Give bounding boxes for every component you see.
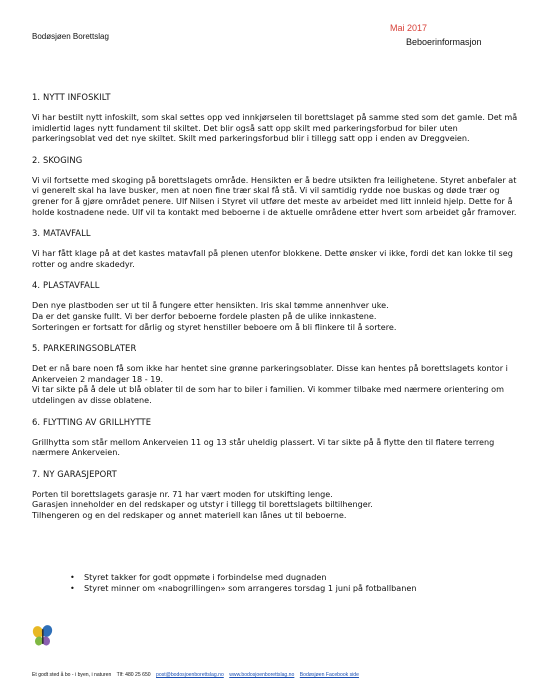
section-plastavfall	[32, 280, 520, 332]
bullet-icon: •	[70, 572, 75, 582]
section-paragraph: Vi har bestilt nytt infoskilt, som skal settes opp ved innkjørselen til borettslaget på samme sted som det gamle. Det må imidlertid lages nytt fundament til skiltet. Det blir også satt opp skilt med parkeringsforbud for biler uten parkeringsoblat ved det nye skiltet. Skilt med parkeringsforbud blir i tillegg satt opp i enden av Dreggveien.	[32, 112, 518, 144]
butterfly-logo-icon	[32, 624, 54, 650]
list-item-text: Styret minner om «nabogrillingen» som arrangeres torsdag 1 juni på fotballbanen	[84, 583, 417, 593]
section-paragraph: Sorteringen er fortsatt for dårlig og styret henstiller beboere om å bli flinkere til å sortere.	[32, 321, 397, 332]
header-organization: Bodøsjøen Borettslag	[32, 32, 109, 41]
section-paragraph: Tilhengeren og en del redskaper og annet materiell kan lånes ut til beboerne.	[32, 509, 347, 520]
section-paragraph: Grillhytta som står mellom Ankerveien 11 og 13 står uheldig plassert. Vi tar sikte på å flytte den til flatere terreng nærmere Ankerveien.	[32, 436, 495, 458]
section-paragraph: Garasjen inneholder en del redskaper og utstyr i tillegg til borettslagets biltilhenger.	[32, 499, 373, 510]
section-title: 7. NY GARASJEPORT	[32, 468, 117, 479]
section-skoging	[32, 155, 520, 217]
list-item	[70, 572, 510, 583]
footer-facebook-link[interactable]: Bodøsjøen Facebook side	[299, 672, 359, 678]
section-infoskilt	[32, 92, 520, 144]
section-title: 2. SKOGING	[32, 154, 83, 165]
document-body	[32, 92, 520, 531]
page-footer	[32, 672, 359, 678]
footer-slogan: Et godt sted å bo - i byen, i naturen	[32, 672, 112, 678]
section-grillhytte	[32, 417, 520, 458]
section-title: 3. MATAVFALL	[32, 228, 91, 239]
section-title: 6. FLYTTING AV GRILLHYTTE	[32, 416, 152, 427]
section-paragraph: Den nye plastboden ser ut til å fungere etter hensikten. Iris skal tømme annenhver uke.	[32, 300, 389, 311]
footer-phone: Tlf: 480 25 650	[116, 672, 151, 678]
footer-email-link[interactable]: post@bodosjoenborettslag.no	[156, 672, 224, 678]
section-paragraph: Vi har fått klage på at det kastes matavfall på plenen utenfor blokkene. Dette ønsker vi ikke, fordi det kan lokke til seg rotter og andre skadedyr.	[32, 248, 513, 269]
section-title: 5. PARKERINGSOBLATER	[32, 343, 137, 354]
header-subtitle: Beboerinformasjon	[406, 37, 482, 47]
section-paragraph: Da er det ganske fullt. Vi ber derfor beboerne fordele plasten på de ulike innkastene.	[32, 310, 377, 321]
section-paragraph: Vi tar sikte på å dele ut blå oblater til de som har to biler i familien. Vi kommer tilbake med nærmere orientering om utdelingen av disse oblatene.	[32, 384, 504, 405]
header-date: Mai 2017	[390, 23, 428, 33]
section-title: 1. NYTT INFOSKILT	[32, 92, 111, 102]
footer-website-link[interactable]: www.bodosjoenborettslag.no	[229, 672, 295, 678]
list-item-text: Styret takker for godt oppmøte i forbindelse med dugnaden	[84, 572, 327, 582]
section-paragraph: Det er nå bare noen få som ikke har hentet sine grønne parkeringsoblater. Disse kan hentes på borettslagets kontor i Ankerveien 2 mandager 18 - 19.	[32, 363, 508, 384]
bullet-icon: •	[70, 583, 75, 593]
section-matavfall	[32, 228, 520, 269]
section-paragraph: Porten til borettslagets garasje nr. 71 har vært moden for utskifting lenge.	[32, 488, 333, 499]
section-parkeringsoblater	[32, 343, 520, 405]
section-title: 4. PLASTAVFALL	[32, 280, 100, 291]
section-garasjeport	[32, 469, 520, 521]
announcement-list	[70, 572, 510, 594]
list-item	[70, 583, 510, 594]
section-paragraph: Vi vil fortsette med skoging på borettslagets område. Hensikten er å bedre utsikten fra leilighetene. Styret anbefaler at vi generelt skal ha lave busker, men at noen fine trær skal få stå. Vi vil samtidig rydde noe buskas og døde trær og grener for å gjøre området penere. Ulf Nilsen i Styret vil utføre det meste av arbeidet med litt innleid hjelp. Dette for å holde kostnadene nede. Ulf vil ta kontakt med beboerne i de aktuelle områdene etter hvert som arbeidet går framover.	[32, 174, 517, 217]
